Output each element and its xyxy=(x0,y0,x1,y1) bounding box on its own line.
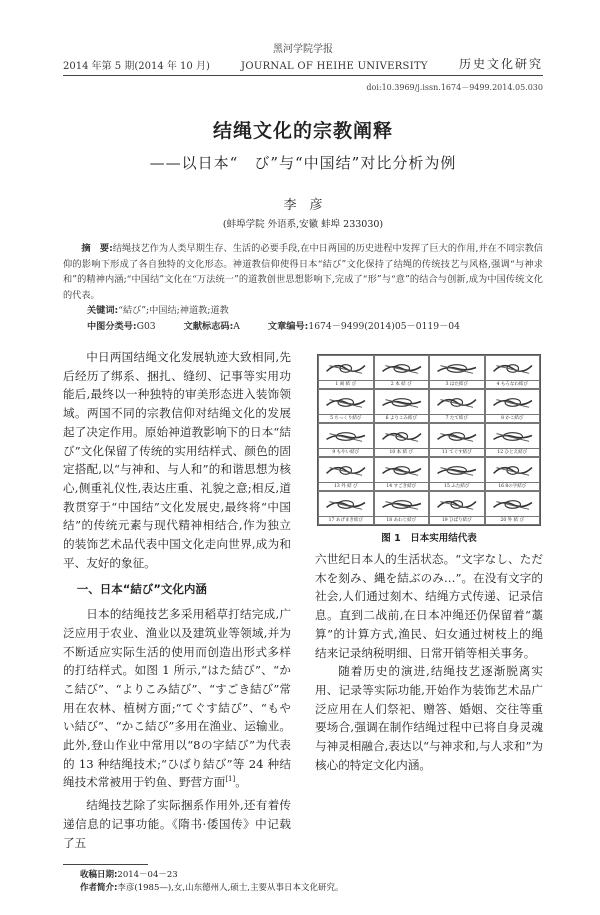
article-title: 结绳文化的宗教阐释 xyxy=(212,120,393,142)
paragraph: 结绳技艺除了实际捆系作用外,还有着传递信息的记事功能。《隋书·倭国传》中记载了五 xyxy=(63,798,291,850)
figure-cell-label: 12 ひとえ結び xyxy=(486,448,540,456)
knot-icon xyxy=(319,492,373,516)
knot-icon xyxy=(319,458,373,482)
clc-label: 中图分类号: xyxy=(87,320,137,332)
clc-value: G03 xyxy=(136,320,156,332)
figure-cell xyxy=(318,457,374,491)
knot-icon xyxy=(319,356,373,380)
received-value: 2014－04－23 xyxy=(117,870,178,881)
paragraph: 六世纪日本人的生活状态。“文字なし、ただ木を刻み、縄を結ぶのみ…”。在没有文字的社会,人们通过刻木、结绳方式传递、记录信息。直到二战前,在日本冲绳还仍保留着“藁算”的计算方式,渔民、妇女通过树枝上的绳结来记录纳税明细、日常开销等相关事务。 xyxy=(315,552,543,660)
document-code xyxy=(184,319,240,335)
doc-value: A xyxy=(233,320,240,332)
knot-icon xyxy=(430,424,484,448)
journal-name-cn: 黑河学院学报 xyxy=(273,44,333,55)
figure-cell-label: 11 てぐす結び xyxy=(430,448,484,456)
right-column xyxy=(315,348,543,852)
section-heading: 一、日本“結び”文化内涵 xyxy=(76,582,207,597)
abstract xyxy=(63,241,543,303)
figure-cell-label: 4 もろなわ結び xyxy=(486,380,540,388)
knot-icon xyxy=(319,424,373,448)
citation: [1] xyxy=(225,775,236,784)
section-name: 历史文化研究 xyxy=(458,57,543,71)
figure-cell-label: 6 よりこみ結び xyxy=(375,414,429,422)
keywords-label: 关键词: xyxy=(87,305,119,316)
figure-cell-label: 13 外 結 び xyxy=(319,482,373,490)
figure-cell xyxy=(429,389,485,423)
left-column xyxy=(63,348,291,852)
figure-cell xyxy=(429,355,485,389)
journal-name-en: JOURNAL OF HEIHE UNIVERSITY xyxy=(241,61,428,72)
figure-cell-label: 1 両 結 び xyxy=(319,380,373,388)
author-name: 李 彦 xyxy=(283,198,323,213)
figure-cell xyxy=(318,423,374,457)
abstract-text: 结绳技艺作为人类早期生存、生活的必要手段,在中日两国的历史进程中发挥了巨大的作用,并在不同宗教信仰的影响下形成了各自独特的文化形态。神道教信仰使得日本“結び”文化保持了结绳的传统技艺与风格,强调“与神求和”的精神内涵;“中国结”文化在“万法统一”的道教创世思想影响下,完成了“形”与“意”的结合与创新,成为中国传统文化的代表。 xyxy=(63,243,543,301)
body-columns xyxy=(63,348,543,852)
keywords xyxy=(87,303,543,319)
figure-cell-label: 18 あわじ結び xyxy=(375,516,429,524)
knot-icon xyxy=(375,424,429,448)
running-header xyxy=(63,55,543,76)
knot-icon xyxy=(375,458,429,482)
received-label: 收稿日期: xyxy=(80,870,118,881)
article-no-label: 文章编号: xyxy=(267,320,309,332)
figure-cell xyxy=(485,355,541,389)
received-date xyxy=(80,869,543,882)
figure-cell xyxy=(374,457,430,491)
knot-icon xyxy=(430,390,484,414)
paragraph xyxy=(63,605,291,792)
figure-cell xyxy=(374,389,430,423)
paragraph: 中日两国结绳文化发展轨迹大致相同,先后经历了绑系、捆扎、缝纫、记事等实用功能后,最终以一种独特的审美形态进入装饰领域。两国不同的宗教信仰对结绳文化的发展起了决定作用。原始神道教影响下的日本“結び”文化保留了传统的实用结样式、颜色的固定搭配,以“与神和、与人和”的和谐思想为核心,侧重礼仪性,表达庄重、礼貌之意;相反,道教贯穿于“中国结”文化发展史,最终将“中国结”的传统元素与现代精神相结合,作为独立的装饰艺术品代表中国文化走向世界,成为和平、友好的象征。 xyxy=(63,350,291,570)
figure-cell xyxy=(374,491,430,525)
author-bio xyxy=(80,882,543,895)
doc-label: 文献标志码: xyxy=(183,320,234,332)
article-subtitle: ——以日本“ び”与“中国结”对比分析为例 xyxy=(149,154,457,172)
figure-cell-label: 7 たて結び xyxy=(430,414,484,422)
article-no-value: 1674－9499(2014)05－0119－04 xyxy=(308,320,460,332)
knot-icon xyxy=(430,492,484,516)
figure-caption: 图 1 日本实用结代表 xyxy=(381,533,477,544)
doi: doi:10.3969/j.issn.1674－9499.2014.05.030 xyxy=(366,83,543,92)
figure-cell-label: 20 外 結 び xyxy=(486,516,540,524)
figure-cell xyxy=(485,389,541,423)
figure-cell xyxy=(318,491,374,525)
figure-cell-label: 17 あげまき結び xyxy=(319,516,373,524)
knot-icon xyxy=(430,356,484,380)
figure-cell-label: 10 本 結 び xyxy=(375,448,429,456)
figure-cell xyxy=(429,423,485,457)
footnote-rule xyxy=(63,864,148,865)
figure-cell-label: 8 かこ結び xyxy=(486,414,540,422)
paragraph-end: 。 xyxy=(235,775,247,790)
figure-cell xyxy=(485,423,541,457)
knot-icon xyxy=(375,356,429,380)
figure-cell xyxy=(485,491,541,525)
figure-cell xyxy=(429,491,485,525)
figure-cell-label: 15 ふた結び xyxy=(430,482,484,490)
author-bio-text: 李彦(1985—),女,山东德州人,硕士,主要从事日本文化研究。 xyxy=(117,883,344,894)
abstract-label: 摘 要: xyxy=(81,243,113,254)
keywords-text: “結び”;中国结;神道教;道教 xyxy=(118,305,229,316)
figure-cell-label: 5 ちっくり結び xyxy=(319,414,373,422)
figure-cell xyxy=(374,423,430,457)
knot-icon xyxy=(486,424,540,448)
knot-icon xyxy=(486,492,540,516)
knot-icon xyxy=(486,458,540,482)
paragraph: 随着历史的演进,结绳技艺逐渐脱离实用、记录等实际功能,开始作为装饰艺术品广泛应用在人们祭祀、赠答、婚姻、交往等重要场合,强调在制作结绳过程中已将自身灵魂与神灵相融合,表达以“与神求和,与人求和”为核心的特定文化内涵。 xyxy=(315,664,543,772)
knot-icon xyxy=(486,390,540,414)
figure-cell-label: 3 はた結び xyxy=(430,380,484,388)
figure-cell-label: 14 すごき結び xyxy=(375,482,429,490)
figure-knot-table xyxy=(317,354,541,526)
knot-icon xyxy=(375,492,429,516)
knot-icon xyxy=(486,356,540,380)
figure-cell-label: 16 8の字結び xyxy=(486,482,540,490)
figure-cell xyxy=(374,355,430,389)
figure-cell-label: 9 もやい結び xyxy=(319,448,373,456)
classification-row xyxy=(87,319,543,335)
clc-number xyxy=(87,319,156,335)
knot-icon xyxy=(430,458,484,482)
figure-cell-label: 19 ひばり結び xyxy=(430,516,484,524)
knot-icon xyxy=(375,390,429,414)
figure-cell xyxy=(429,457,485,491)
issue-info: 2014 年第 5 期(2014 年 10 月) xyxy=(63,61,210,72)
author-affiliation: (蚌埠学院 外语系,安徽 蚌埠 233030) xyxy=(222,219,384,230)
author-bio-label: 作者简介: xyxy=(80,883,118,894)
paragraph-text: 日本的结绳技艺多采用稻草打结完成,广泛应用于农业、渔业以及建筑业等领域,并为不断适应实际生活的使用而创造出形式多样的打结样式。如图 1 所示,“はた結び”、“かこ結び”、“よりこみ結び”、“すごき結び”常用在农林、植树方面;“てぐす結び”、“もやい結び”、“かこ結び”多用在渔业、运输业。此外,登山作业中常用以“8の字結び”为代表的 13 种结绳技术;“ひばり結び”等 24 种结绳技术常被用于钓鱼、野营方面 xyxy=(63,607,291,790)
figure-cell-label: 2 本 結 び xyxy=(375,380,429,388)
article-number xyxy=(268,319,460,335)
figure-cell xyxy=(318,389,374,423)
knot-icon xyxy=(319,390,373,414)
figure-cell xyxy=(485,457,541,491)
figure-cell xyxy=(318,355,374,389)
